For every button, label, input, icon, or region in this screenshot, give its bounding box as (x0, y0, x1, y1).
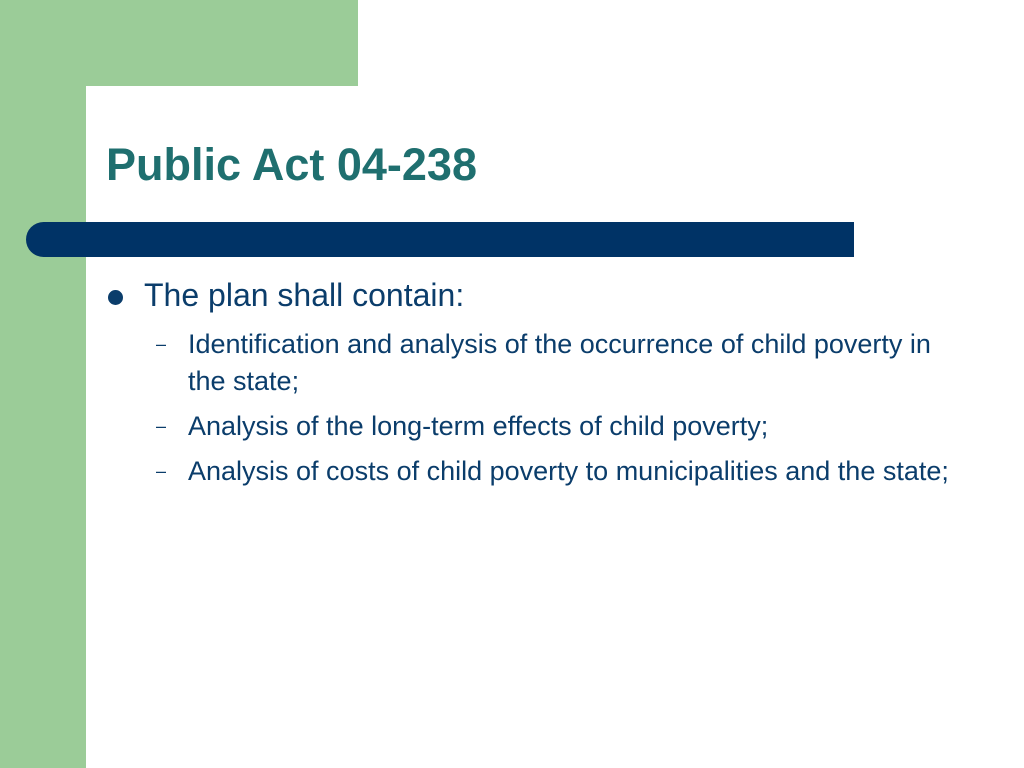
sub-bullet-text: Analysis of costs of child poverty to municipalities and the state; (188, 455, 949, 486)
sub-bullet-text: Analysis of the long-term effects of child poverty; (188, 410, 769, 441)
sub-bullet-item (106, 326, 966, 399)
bullet-dot-icon (108, 290, 123, 305)
dash-marker-icon: – (156, 334, 167, 355)
sub-bullet-list (106, 326, 966, 489)
decorative-green-sidebar (0, 0, 86, 768)
dash-marker-icon: – (156, 415, 167, 436)
dash-marker-icon: – (156, 460, 167, 481)
sub-bullet-item (106, 453, 966, 490)
slide-title: Public Act 04-238 (106, 139, 477, 190)
title-divider-bar (26, 222, 854, 257)
bullet-item (106, 276, 966, 314)
sub-bullet-item (106, 408, 966, 445)
slide-body (106, 276, 966, 497)
decorative-green-top-block (0, 0, 358, 86)
bullet-text: The plan shall contain: (144, 277, 465, 313)
sub-bullet-text: Identification and analysis of the occurrence of child poverty in the state; (188, 329, 931, 397)
